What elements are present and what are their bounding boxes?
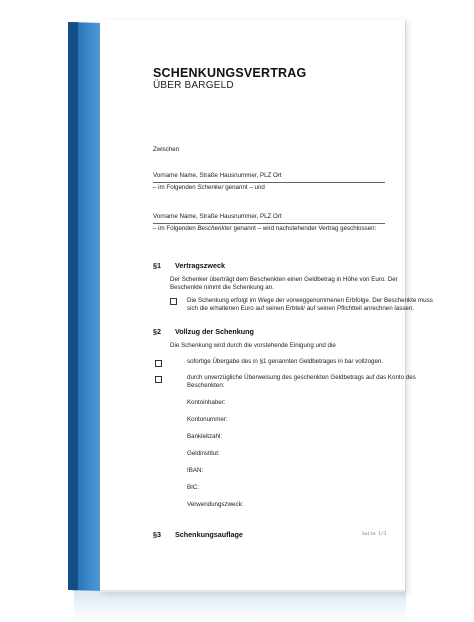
section2-intro: Die Schenkung wird durch die vorstehende Einigung und die xyxy=(170,342,336,349)
section1-option-line1: Die Schenkung erfolgt im Wege der vorweggenommenen Erbfolge. Der Beschenkte muss xyxy=(187,297,433,304)
field-bankleitzahl: Bankleitzahl: xyxy=(187,433,223,440)
section2-heading: §2 Vollzug der Schenkung xyxy=(153,327,254,336)
section1-text-line2: Beschenkte nimmt die Schenkung an. xyxy=(170,284,274,291)
section2-option2-checkbox[interactable] xyxy=(155,376,162,383)
field-kontoinhaber: Kontoinhaber: xyxy=(187,399,226,406)
page-number: Seite 1/3 xyxy=(362,532,387,537)
section2-option1-checkbox[interactable] xyxy=(155,360,162,367)
document-box-spine-shadow xyxy=(68,22,78,590)
party1-underline xyxy=(153,182,385,183)
between-label: Zwischen xyxy=(153,146,180,153)
party2-underline xyxy=(153,223,385,224)
section2-option1: sofortige Übergabe des in §1 genannten Geldbetrages in bar vollzogen. xyxy=(187,358,384,365)
document-subtitle: ÜBER BARGELD xyxy=(153,80,234,91)
section1-option-checkbox[interactable] xyxy=(170,298,177,305)
section1-text-line1: Der Schenker überträgt dem Beschenkten einen Geldbetrag in Höhe von Euro. Der xyxy=(170,276,398,283)
document-reflection xyxy=(74,590,406,622)
party1-address: Vorname Name, Straße Hausnummer, PLZ Ort xyxy=(153,172,282,179)
field-bic: BIC: xyxy=(187,484,200,491)
section1-option-line2: sich die erhaltenen Euro auf seinen Erbteil/ auf seinen Pflichtteil anrechnen lassen. xyxy=(187,305,415,312)
field-verwendungszweck: Verwendungszweck: xyxy=(187,501,244,508)
field-kontonummer: Kontonummer: xyxy=(187,416,228,423)
section3-heading: §3 Schenkungsauflage xyxy=(153,530,243,539)
party1-role: – im Folgenden Schenker genannt – und xyxy=(153,184,265,191)
document-title: SCHENKUNGSVERTRAG xyxy=(153,66,307,80)
section2-option2-line1: durch unverzügliche Überweisung des geschenkten Geldbetrags auf das Konto des xyxy=(187,374,416,381)
section2-option2-line2: Beschenkten: xyxy=(187,382,225,389)
section1-heading: §1 Vertragszweck xyxy=(153,261,225,270)
field-iban: IBAN: xyxy=(187,467,204,474)
party2-role: – im Folgenden Beschenkter genannt – wird nachstehender Vertrag geschlossen: xyxy=(153,225,377,232)
field-geldinstitut: Geldinstitut: xyxy=(187,450,220,457)
party2-address: Vorname Name, Straße Hausnummer, PLZ Ort xyxy=(153,213,282,220)
